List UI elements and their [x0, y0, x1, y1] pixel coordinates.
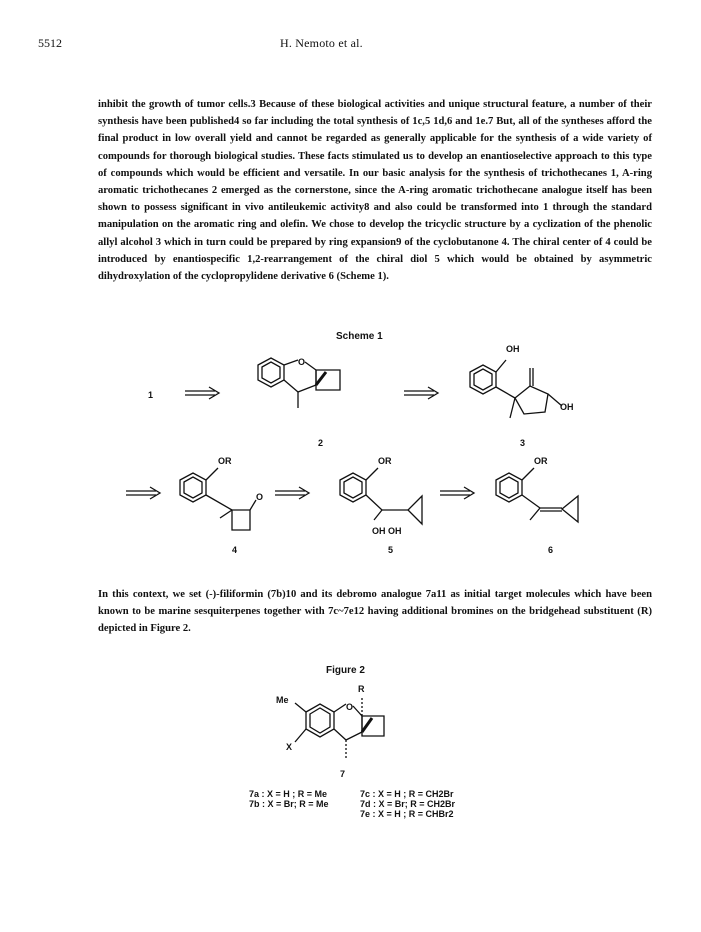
figure-x-label: X — [286, 742, 293, 752]
compound-3-structure — [470, 360, 562, 418]
compound-6-or: OR — [534, 456, 548, 466]
retro-arrow-3 — [126, 487, 160, 499]
running-author: H. Nemoto et al. — [280, 36, 363, 50]
retro-arrow-2 — [404, 387, 438, 399]
compound-6-label: 6 — [548, 545, 554, 555]
figure-methyl-label: Me — [276, 695, 289, 705]
legend-item-7c: 7c : X = H ; R = CH2Br — [360, 789, 454, 799]
legend-item-7b: 7b : X = Br; R = Me — [249, 799, 329, 809]
compound-4-label: 4 — [232, 545, 238, 555]
figure-caption: Figure 2 — [326, 665, 365, 676]
retro-arrow-5 — [440, 487, 474, 499]
paragraph-context: In this context, we set (-)-filiformin (7b)10 and its debromo analogue 7a11 as initial target molecules which have been known to be marine sesquiterpenes together with 7c~7e12 having additional bromines on the bridgehead substituent (R) depicted in Figure 2. — [98, 589, 652, 635]
figure-r-label: R — [358, 684, 365, 694]
compound-4-carbonyl-oxygen: O — [256, 492, 264, 502]
page-number: 5512 — [38, 36, 62, 50]
retro-arrow-1 — [185, 387, 219, 399]
scheme-caption: Scheme 1 — [336, 331, 383, 342]
compound-3-hydroxyl-side: OH — [560, 402, 574, 412]
legend-item-7e: 7e : X = H ; R = CHBr2 — [360, 809, 454, 819]
compound-7-label: 7 — [340, 769, 346, 779]
compound-5-label: 5 — [388, 545, 394, 555]
compound-3-hydroxyl-top: OH — [506, 344, 520, 354]
compound-5-or: OR — [378, 456, 392, 466]
compound-3-label: 3 — [520, 438, 526, 448]
compound-5-structure — [340, 468, 422, 524]
compound-2-label: 2 — [318, 438, 324, 448]
paragraph-intro: inhibit the growth of tumor cells.3 Because of these biological activities and unique structural feature, a number of their synthesis have been published4 so far including the total synthesis of 1c,5 1d,6 and 1e.7 But, all of the syntheses afford the final product in low overall yield and cannot be regarded as generally applicable for the synthesis of a wide variety of compounds for thorough biological studies. These facts stimulated us to develop an enantioselective approach to this type of compounds which would be efficient and versatile. In our basic analysis for the synthesis of trichothecanes 1, A-ring aromatic trichothecanes 2 emerged as the cornerstone, since the A-ring aromatic trichothecane analogue itself has been shown to possess significant in vivo antileukemic activity8 and also could be transformed into 1 through the standard manipulation on the aromatic ring and olefin. We chose to develop the tricyclic structure by a cyclization of the phenolic allyl alcohol 3 which in turn could be prepared by ring expansion9 of the cyclobutanone 4. The chiral center of 4 could be introduced by enantiospecific 1,2-rearrangement of the chiral diol 5 which would be obtained by asymmetric dihydroxylation of the cyclopropylidene derivative 6 (Scheme 1). — [98, 99, 652, 283]
legend-item-7a: 7a : X = H ; R = Me — [249, 789, 328, 799]
compound-2-oxygen: O — [298, 357, 306, 367]
compound-4-or: OR — [218, 456, 232, 466]
compound-5-diol: OH OH — [372, 526, 402, 536]
legend-right — [360, 789, 455, 819]
compound-4-structure — [180, 468, 256, 530]
compound-6-structure — [496, 468, 578, 522]
legend-item-7d: 7d : X = Br; R = CH2Br — [360, 799, 456, 809]
retro-arrow-4 — [275, 487, 309, 499]
figure-oxygen-label: O — [346, 702, 354, 712]
compound-1-label: 1 — [148, 390, 154, 400]
legend-left — [249, 789, 329, 809]
